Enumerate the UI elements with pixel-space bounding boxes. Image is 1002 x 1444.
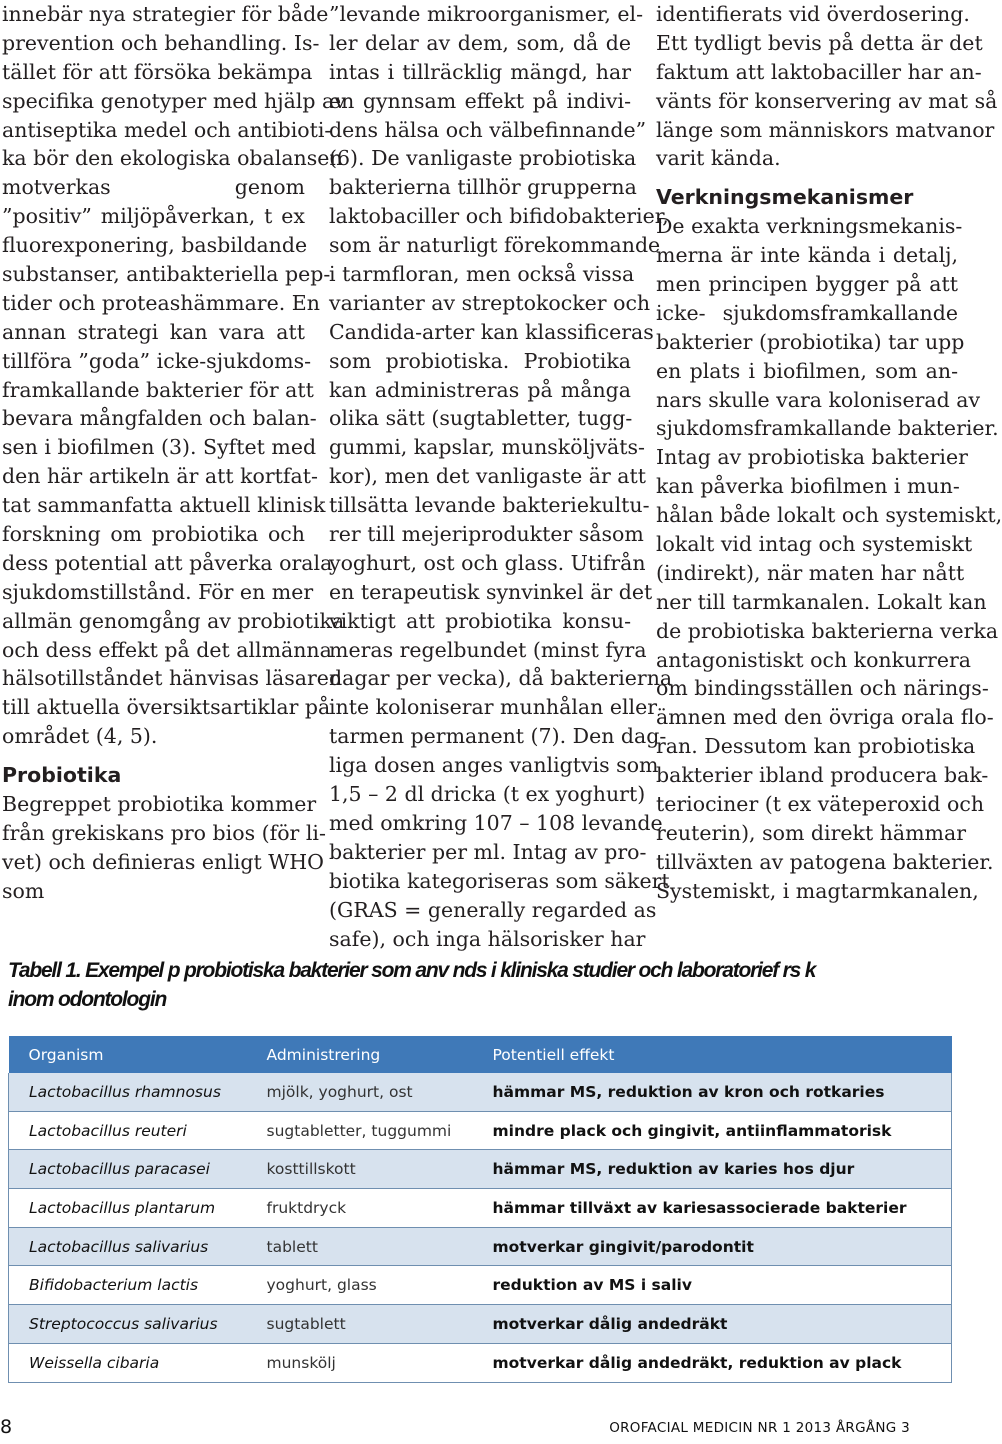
text-line: antagonistiskt och konkurrera: [656, 647, 972, 672]
text-line: bevara mångfalden och balan-: [2, 406, 317, 431]
text-line: (6). De vanligaste probiotiska: [329, 146, 637, 171]
text-line: bakterierna tillhör grupperna: [329, 175, 637, 200]
text-line: (indirekt), när maten har nått: [656, 560, 965, 585]
text-line: dens hälsa och välbefinnande”: [329, 117, 647, 142]
text-line: ran. Dessutom kan probiotiska: [656, 734, 976, 759]
cell-administration: yoghurt, glass: [247, 1266, 473, 1305]
cell-organism: Lactobacillus reuteri: [9, 1111, 247, 1150]
text-line: sjukdomsframkallande bakterier.: [656, 416, 999, 441]
text-line: nars skulle vara koloniserad av: [656, 387, 981, 412]
text-column-3: [656, 0, 1002, 906]
table-header-row: [9, 1036, 952, 1073]
text-line: intas i tillräcklig mängd, har: [329, 59, 631, 84]
text-line: vet) och definieras enligt WHO: [2, 849, 324, 874]
text-line: området (4, 5).: [2, 724, 158, 749]
text-line: identifierats vid överdosering.: [656, 2, 970, 26]
text-line: de probiotiska bakterierna verka: [656, 618, 999, 643]
table-caption-line: Tabell 1. Exempel p probiotiska bakterier som anv nds i kliniska studier och laboratorief rs k: [8, 959, 816, 982]
text-line: som probiotiska. Probiotika: [329, 348, 631, 373]
text-line: annan strategi kan vara att: [2, 319, 305, 344]
text-line: hålan både lokalt och systemiskt,: [656, 503, 1002, 528]
cell-organism: Lactobacillus plantarum: [9, 1189, 247, 1228]
text-line: Systemiskt, i magtarmkanalen,: [656, 878, 979, 903]
text-line: innebär nya strategier för både: [2, 2, 329, 26]
cell-organism: Weissella cibaria: [9, 1343, 247, 1382]
text-line: inte koloniserar munhålan eller: [329, 695, 657, 720]
text-line: reuterin), som direkt hämmar: [656, 820, 967, 845]
cell-administration: sugtablett: [247, 1305, 473, 1344]
text-line: biotika kategoriseras som säkert: [329, 868, 670, 893]
text-line: varianter av streptokocker och: [329, 290, 651, 315]
page-number: 8: [0, 1416, 13, 1438]
cell-effect: hämmar MS, reduktion av karies hos djur: [473, 1150, 952, 1189]
text-line: motverkas genom: [2, 175, 305, 200]
text-line: tillsätta levande bakteriekultu-: [329, 493, 650, 518]
text-line: kan påverka biofilmen i mun-: [656, 474, 960, 499]
text-line: tillföra ”goda” icke-sjukdoms-: [2, 348, 312, 373]
cell-effect: reduktion av MS i saliv: [473, 1266, 952, 1305]
cell-organism: Lactobacillus salivarius: [9, 1227, 247, 1266]
cell-organism: Lactobacillus paracasei: [9, 1150, 247, 1189]
cell-organism: Lactobacillus rhamnosus: [9, 1073, 247, 1111]
cell-effect: motverkar gingivit/parodontit: [473, 1227, 952, 1266]
text-line: hälsotillståndet hänvisas läsaren: [2, 666, 343, 691]
text-line: (GRAS = generally regarded as: [329, 897, 657, 922]
text-line: 1,5 – 2 dl dricka (t ex yoghurt): [329, 782, 646, 807]
text-line: bakterier per ml. Intag av pro-: [329, 839, 647, 864]
text-line: liga dosen anges vanligtvis som: [329, 753, 659, 778]
table-row: [9, 1343, 952, 1382]
text-line: tarmen permanent (7). Den dag-: [329, 724, 667, 749]
text-line: dess potential att påverka orala: [2, 550, 333, 575]
text-line: ”levande mikroorganismer, el-: [329, 2, 644, 26]
text-line: tat sammanfatta aktuell klinisk: [2, 493, 326, 518]
text-line: allmän genomgång av probiotika: [2, 608, 345, 633]
text-line: framkallande bakterier för att: [2, 377, 314, 402]
text-line: som är naturligt förekommande: [329, 233, 661, 258]
text-line: länge som människors matvanor: [656, 117, 995, 142]
cell-effect: hämmar tillväxt av kariesassocierade bakterier: [473, 1189, 952, 1228]
text-line: en terapeutisk synvinkel är det: [329, 579, 653, 604]
column-header-administration: Administrering: [247, 1036, 473, 1073]
text-column-2: [329, 0, 673, 953]
column-header-effect: Potentiell effekt: [473, 1036, 952, 1073]
text-line: kor), men det vanligaste är att: [329, 464, 646, 489]
table-row: [9, 1150, 952, 1189]
text-line: varit kända.: [656, 146, 781, 171]
text-line: substanser, antibakteriella pep-: [2, 262, 331, 287]
cell-effect: motverkar dålig andedräkt, reduktion av plack: [473, 1343, 952, 1382]
text-line: specifika genotyper med hjälp av: [2, 88, 346, 113]
text-line: ner till tarmkanalen. Lokalt kan: [656, 589, 987, 614]
text-line: men principen bygger på att: [656, 272, 958, 297]
text-line: sen i biofilmen (3). Syftet med: [2, 435, 317, 460]
text-line: merna är inte kända i detalj,: [656, 243, 958, 268]
text-line: tället för att försöka bekämpa: [2, 59, 313, 84]
text-line: ”positiv” miljöpåverkan, t ex: [2, 204, 305, 229]
cell-organism: Streptococcus salivarius: [9, 1305, 247, 1344]
table-row: [9, 1227, 952, 1266]
text-line: faktum att laktobaciller har an-: [656, 59, 982, 84]
text-line: icke- sjukdomsframkallande: [656, 300, 958, 325]
text-line: bakterier ibland producera bak-: [656, 763, 989, 788]
text-line: yoghurt, ost och glass. Utifrån: [329, 550, 646, 575]
cell-administration: tablett: [247, 1227, 473, 1266]
cell-effect: mindre plack och gingivit, antiinflammatorisk: [473, 1111, 952, 1150]
table-row: [9, 1305, 952, 1344]
text-line: rer till mejeriprodukter såsom: [329, 522, 644, 547]
text-line: Candida-arter kan klassificeras: [329, 319, 654, 344]
text-line: Ett tydligt bevis på detta är det: [656, 30, 983, 55]
text-line: vänts för konservering av mat så: [656, 88, 998, 113]
table-row: [9, 1266, 952, 1305]
text-line: en gynnsam effekt på indivi-: [329, 88, 631, 113]
text-line: ka bör den ekologiska obalansen: [2, 146, 343, 171]
text-line: tider och proteashämmare. En: [2, 290, 320, 315]
text-line: ämnen med den övriga orala flo-: [656, 705, 994, 730]
table-caption-line: inom odontologin: [8, 988, 167, 1011]
cell-administration: munskölj: [247, 1343, 473, 1382]
section-heading-verkningsmekanismer: Verkningsmekanismer: [656, 185, 914, 210]
text-line: De exakta verkningsmekanis-: [656, 214, 963, 239]
cell-organism: Bifidobacterium lactis: [9, 1266, 247, 1305]
text-line: till aktuella översiktsartiklar på: [2, 695, 331, 720]
text-line: Begreppet probiotika kommer: [2, 792, 317, 817]
text-line: bakterier (probiotika) tar upp: [656, 329, 965, 354]
text-line: lokalt vid intag och systemiskt: [656, 532, 973, 557]
text-line: den här artikeln är att kortfat-: [2, 464, 318, 489]
cell-administration: fruktdryck: [247, 1189, 473, 1228]
text-line: prevention och behandling. Is-: [2, 30, 320, 55]
text-line: forskning om probiotika och: [2, 522, 305, 547]
text-line: meras regelbundet (minst fyra: [329, 637, 647, 662]
text-line: olika sätt (sugtabletter, tugg-: [329, 406, 633, 431]
text-line: teriociner (t ex väteperoxid och: [656, 792, 985, 817]
cell-effect: hämmar MS, reduktion av kron och rotkaries: [473, 1073, 952, 1111]
text-line: fluorexponering, basbildande: [2, 233, 308, 258]
cell-effect: motverkar dålig andedräkt: [473, 1305, 952, 1344]
text-line: som: [2, 878, 45, 903]
column-header-organism: Organism: [9, 1036, 247, 1073]
probiotics-table: [8, 1036, 952, 1383]
text-line: och dess effekt på det allmänna: [2, 637, 332, 662]
text-line: Intag av probiotiska bakterier: [656, 445, 968, 470]
text-line: tillväxten av patogena bakterier.: [656, 849, 994, 874]
cell-administration: kosttillskott: [247, 1150, 473, 1189]
text-line: dagar per vecka), då bakterierna: [329, 666, 673, 691]
text-line: kan administreras på många: [329, 377, 631, 402]
text-line: i tarmfloran, men också vissa: [329, 262, 635, 287]
text-line: ler delar av dem, som, då de: [329, 30, 631, 55]
text-line: laktobaciller och bifidobakterier,: [329, 204, 669, 229]
text-line: från grekiskans pro bios (för li-: [2, 820, 326, 845]
journal-footer: OROFACIAL MEDICIN NR 1 2013 ÅRGÅNG 3: [609, 1420, 910, 1436]
text-column-1: [2, 0, 346, 906]
table-row: [9, 1073, 952, 1111]
text-line: en plats i biofilmen, som an-: [656, 358, 958, 383]
cell-administration: mjölk, yoghurt, ost: [247, 1073, 473, 1111]
text-line: om bindingsställen och närings-: [656, 676, 989, 701]
cell-administration: sugtabletter, tuggummi: [247, 1111, 473, 1150]
table-row: [9, 1189, 952, 1228]
section-heading-probiotika: Probiotika: [2, 763, 122, 788]
table-caption: [8, 956, 938, 1014]
text-line: med omkring 107 – 108 levande: [329, 810, 663, 835]
text-line: sjukdomstillstånd. För en mer: [2, 579, 314, 604]
text-line: antiseptika medel och antibioti-: [2, 117, 332, 142]
table-row: [9, 1111, 952, 1150]
text-line: safe), och inga hälsorisker har: [329, 926, 646, 951]
text-line: viktigt att probiotika konsu-: [329, 608, 631, 633]
text-line: gummi, kapslar, munsköljväts-: [329, 435, 645, 460]
